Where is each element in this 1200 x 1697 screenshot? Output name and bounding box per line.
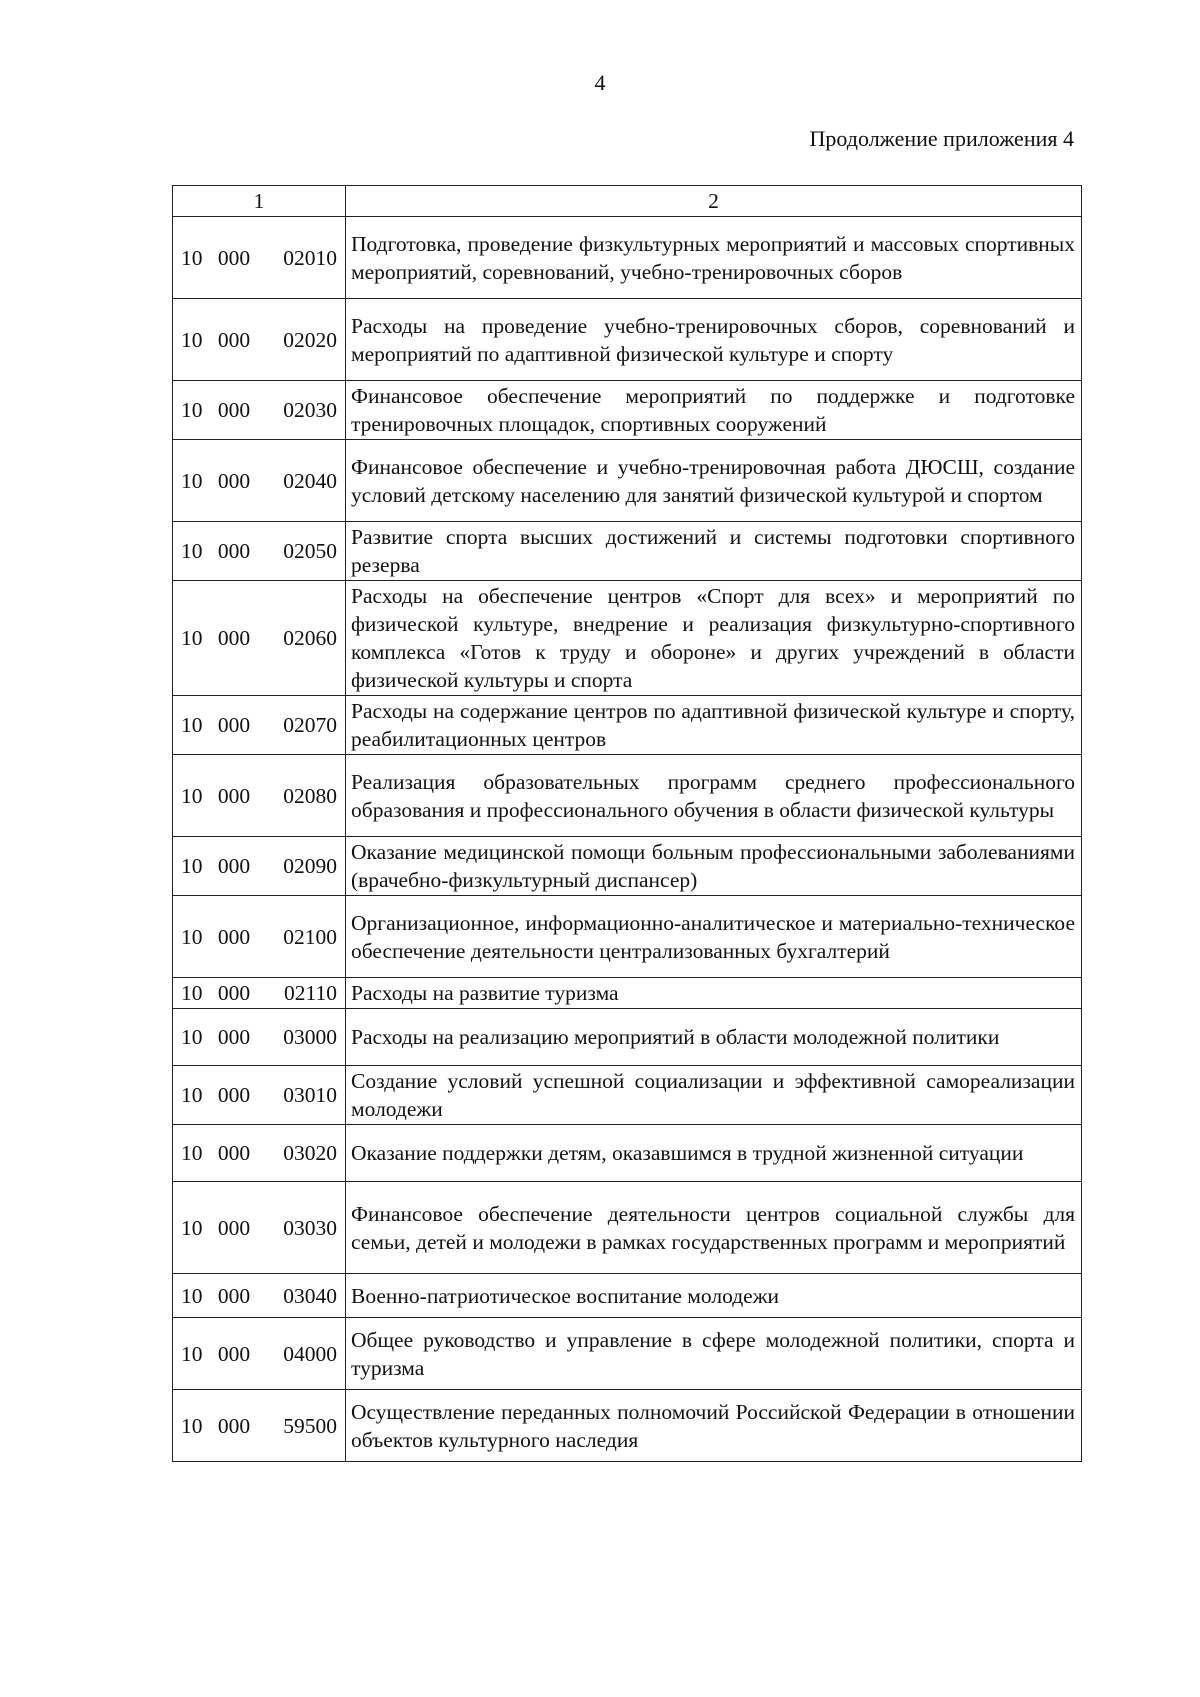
code-item: 02010 bbox=[283, 245, 337, 270]
table-row bbox=[173, 299, 1082, 381]
code-item: 03000 bbox=[283, 1025, 337, 1049]
code-item: 03010 bbox=[283, 1083, 337, 1107]
budget-code-cell bbox=[173, 581, 346, 696]
budget-code-cell bbox=[173, 1318, 346, 1390]
table-row bbox=[173, 1274, 1082, 1318]
budget-code-cell bbox=[173, 1066, 346, 1125]
appendix-continuation-label: Продолжение приложения 4 bbox=[809, 126, 1074, 151]
code-item: 02040 bbox=[283, 468, 337, 493]
description-cell: Общее руководство и управление в сфере молодежной политики, спорта и туризма bbox=[346, 1318, 1082, 1390]
column-header-1: 1 bbox=[173, 186, 346, 217]
table-row bbox=[173, 896, 1082, 978]
description-cell: Финансовое обеспечение и учебно-тренировочная работа ДЮСШ, создание условий детскому населению для занятий физической культурой и спортом bbox=[346, 440, 1082, 522]
column-header-2: 2 bbox=[346, 186, 1082, 217]
code-section: 10 000 bbox=[181, 981, 251, 1005]
table-row bbox=[173, 978, 1082, 1009]
budget-code-cell bbox=[173, 299, 346, 381]
code-section: 10 000 bbox=[181, 468, 251, 493]
table-row bbox=[173, 1125, 1082, 1182]
code-section: 10 000 bbox=[181, 1283, 251, 1308]
description-cell: Оказание медицинской помощи больным профессиональными заболеваниями (врачебно-физкультурный диспансер) bbox=[346, 837, 1082, 896]
budget-code-cell bbox=[173, 1390, 346, 1462]
table-header-row bbox=[173, 186, 1082, 217]
table-row bbox=[173, 1318, 1082, 1390]
budget-code-cell bbox=[173, 837, 346, 896]
code-section: 10 000 bbox=[181, 1083, 251, 1107]
description-cell: Осуществление переданных полномочий Российской Федерации в отношении объектов культурного наследия bbox=[346, 1390, 1082, 1462]
description-cell: Расходы на обеспечение центров «Спорт для всех» и мероприятий по физической культуре, внедрение и реализация физкультурно-спортивного комплекса «Готов к труду и обороне» и других учреждений в области физической культуры и спорта bbox=[346, 581, 1082, 696]
code-section: 10 000 bbox=[181, 398, 251, 422]
table-row bbox=[173, 1390, 1082, 1462]
description-cell: Финансовое обеспечение мероприятий по поддержке и подготовке тренировочных площадок, спортивных сооружений bbox=[346, 381, 1082, 440]
table-row bbox=[173, 1066, 1082, 1125]
code-section: 10 000 bbox=[181, 1141, 251, 1165]
code-section: 10 000 bbox=[181, 539, 251, 563]
code-section: 10 000 bbox=[181, 1413, 251, 1438]
description-cell: Расходы на проведение учебно-тренировочных сборов, соревнований и мероприятий по адаптивной физической культуре и спорту bbox=[346, 299, 1082, 381]
budget-code-cell bbox=[173, 1009, 346, 1066]
description-cell: Военно-патриотическое воспитание молодежи bbox=[346, 1274, 1082, 1318]
table-row bbox=[173, 696, 1082, 755]
code-item: 03020 bbox=[283, 1141, 337, 1165]
code-item: 02090 bbox=[283, 854, 337, 878]
budget-code-cell bbox=[173, 978, 346, 1009]
code-section: 10 000 bbox=[181, 626, 251, 650]
table-row bbox=[173, 1182, 1082, 1274]
code-item: 04000 bbox=[283, 1341, 337, 1366]
description-cell: Расходы на развитие туризма bbox=[346, 978, 1082, 1009]
code-section: 10 000 bbox=[181, 924, 251, 949]
description-cell: Оказание поддержки детям, оказавшимся в трудной жизненной ситуации bbox=[346, 1125, 1082, 1182]
budget-code-cell bbox=[173, 1125, 346, 1182]
code-item: 03040 bbox=[283, 1283, 337, 1308]
budget-codes-table bbox=[172, 185, 1082, 1462]
table-row bbox=[173, 755, 1082, 837]
table-row bbox=[173, 217, 1082, 299]
description-cell: Расходы на содержание центров по адаптивной физической культуре и спорту, реабилитационных центров bbox=[346, 696, 1082, 755]
budget-code-cell bbox=[173, 381, 346, 440]
code-item: 02050 bbox=[283, 539, 337, 563]
code-section: 10 000 bbox=[181, 327, 251, 352]
code-section: 10 000 bbox=[181, 783, 251, 808]
description-cell: Подготовка, проведение физкультурных мероприятий и массовых спортивных мероприятий, соревнований, учебно-тренировочных сборов bbox=[346, 217, 1082, 299]
description-cell: Развитие спорта высших достижений и системы подготовки спортивного резерва bbox=[346, 522, 1082, 581]
description-cell: Создание условий успешной социализации и эффективной самореализации молодежи bbox=[346, 1066, 1082, 1125]
table-row bbox=[173, 581, 1082, 696]
code-item: 03030 bbox=[283, 1215, 337, 1240]
code-item: 59500 bbox=[283, 1413, 337, 1438]
description-cell: Реализация образовательных программ среднего профессионального образования и профессионального обучения в области физической культуры bbox=[346, 755, 1082, 837]
table-row bbox=[173, 837, 1082, 896]
code-item: 02020 bbox=[283, 327, 337, 352]
table-row bbox=[173, 1009, 1082, 1066]
page-number: 4 bbox=[594, 70, 606, 95]
code-section: 10 000 bbox=[181, 1025, 251, 1049]
code-item: 02100 bbox=[283, 924, 337, 949]
budget-code-cell bbox=[173, 440, 346, 522]
code-section: 10 000 bbox=[181, 713, 251, 737]
code-item: 02110 bbox=[284, 981, 337, 1005]
table-row bbox=[173, 522, 1082, 581]
table-row bbox=[173, 381, 1082, 440]
code-item: 02070 bbox=[283, 713, 337, 737]
budget-code-cell bbox=[173, 1274, 346, 1318]
code-item: 02080 bbox=[283, 783, 337, 808]
budget-code-cell bbox=[173, 522, 346, 581]
code-item: 02060 bbox=[283, 626, 337, 650]
table-row bbox=[173, 440, 1082, 522]
code-section: 10 000 bbox=[181, 1215, 251, 1240]
budget-code-cell bbox=[173, 696, 346, 755]
code-section: 10 000 bbox=[181, 854, 251, 878]
code-item: 02030 bbox=[283, 398, 337, 422]
budget-code-cell bbox=[173, 755, 346, 837]
description-cell: Организационное, информационно-аналитическое и материально-техническое обеспечение деятельности централизованных бухгалтерий bbox=[346, 896, 1082, 978]
budget-code-cell bbox=[173, 896, 346, 978]
description-cell: Расходы на реализацию мероприятий в области молодежной политики bbox=[346, 1009, 1082, 1066]
description-cell: Финансовое обеспечение деятельности центров социальной службы для семьи, детей и молодежи в рамках государственных программ и мероприятий bbox=[346, 1182, 1082, 1274]
code-section: 10 000 bbox=[181, 245, 251, 270]
budget-code-cell bbox=[173, 217, 346, 299]
table-body bbox=[173, 186, 1082, 1462]
budget-code-cell bbox=[173, 1182, 346, 1274]
code-section: 10 000 bbox=[181, 1341, 251, 1366]
